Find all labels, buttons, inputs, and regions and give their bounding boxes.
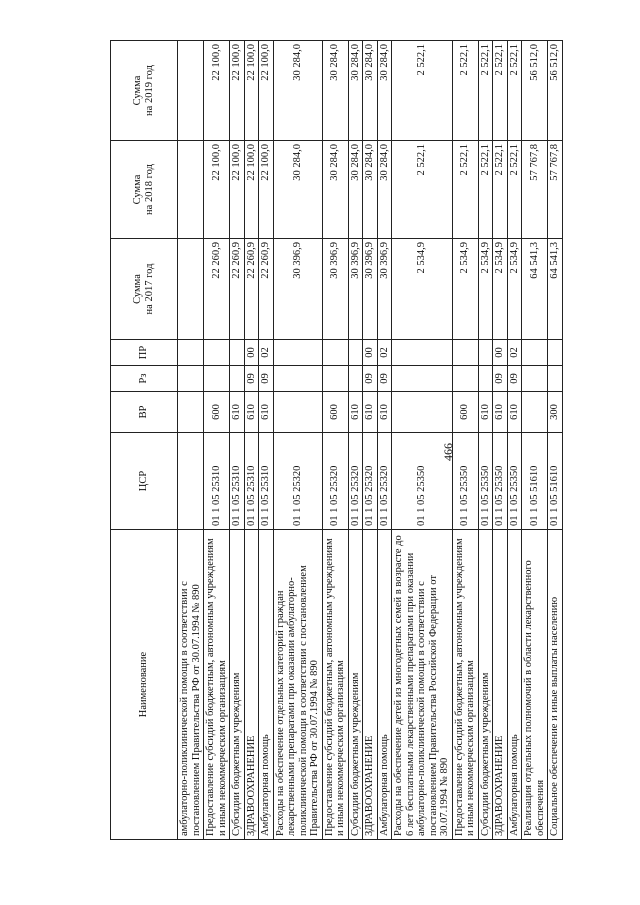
table-row	[322, 41, 348, 840]
cell-2018: 2 522,1	[392, 141, 453, 239]
cell-vr: 300	[548, 392, 563, 433]
cell-pr	[204, 340, 230, 366]
cell-2018: 30 284,0	[363, 141, 378, 239]
header-2019: Сумма на 2019 год	[111, 41, 178, 141]
cell-pr	[478, 340, 493, 366]
cell-csr: 01 1 05 51610	[522, 433, 548, 530]
cell-name: ЗДРАВООХРАНЕНИЕ	[244, 530, 259, 840]
cell-vr: 600	[204, 392, 230, 433]
cell-vr: 610	[478, 392, 493, 433]
cell-2019: 22 100,0	[204, 41, 230, 141]
cell-2018: 30 284,0	[377, 141, 392, 239]
cell-2018: 30 284,0	[322, 141, 348, 239]
cell-2017: 2 534,9	[507, 239, 522, 340]
cell-2019: 30 284,0	[348, 41, 363, 141]
cell-pr: 00	[493, 340, 508, 366]
cell-rz: 09	[259, 366, 274, 392]
cell-2019: 2 522,1	[452, 41, 478, 141]
cell-csr: 01 1 05 25320	[348, 433, 363, 530]
cell-csr: 01 1 05 25310	[259, 433, 274, 530]
cell-rz	[392, 366, 453, 392]
header-2017: Сумма на 2017 год	[111, 239, 178, 340]
cell-name: Амбулаторная помощь	[377, 530, 392, 840]
cell-2018: 22 100,0	[230, 141, 245, 239]
cell-pr	[178, 340, 204, 366]
cell-vr	[392, 392, 453, 433]
cell-pr	[452, 340, 478, 366]
cell-rz	[348, 366, 363, 392]
cell-2018: 57 767,8	[522, 141, 548, 239]
table-row	[363, 41, 378, 840]
cell-rz	[452, 366, 478, 392]
cell-rz: 09	[493, 366, 508, 392]
cell-2017: 22 260,9	[259, 239, 274, 340]
cell-2017: 64 541,3	[522, 239, 548, 340]
cell-2018: 22 100,0	[204, 141, 230, 239]
cell-2019: 30 284,0	[363, 41, 378, 141]
cell-rz	[273, 366, 322, 392]
cell-2018: 22 100,0	[244, 141, 259, 239]
cell-2017: 2 534,9	[478, 239, 493, 340]
cell-name: ЗДРАВООХРАНЕНИЕ	[363, 530, 378, 840]
cell-name: Расходы на обеспечение отдельных категорий граждан лекарственными препаратами при оказании амбулаторно-поликлинической помощи в соответствии с постановлением Правительства РФ от 30.07.1994 № 890	[273, 530, 322, 840]
cell-pr: 00	[363, 340, 378, 366]
cell-rz	[178, 366, 204, 392]
budget-table	[110, 40, 563, 840]
cell-vr	[273, 392, 322, 433]
cell-vr	[522, 392, 548, 433]
cell-2019: 56 512,0	[548, 41, 563, 141]
cell-vr	[178, 392, 204, 433]
cell-rz	[204, 366, 230, 392]
cell-pr	[273, 340, 322, 366]
cell-pr: 02	[507, 340, 522, 366]
cell-csr: 01 1 05 25350	[493, 433, 508, 530]
table-row	[452, 41, 478, 840]
cell-2017: 22 260,9	[244, 239, 259, 340]
table-row	[178, 41, 204, 840]
page-number: 466	[441, 443, 455, 461]
cell-2017	[178, 239, 204, 340]
cell-name: Субсидии бюджетным учреждениям	[478, 530, 493, 840]
cell-2019: 22 100,0	[244, 41, 259, 141]
cell-2018: 22 100,0	[259, 141, 274, 239]
cell-vr: 610	[507, 392, 522, 433]
table-row	[522, 41, 548, 840]
table-row	[507, 41, 522, 840]
cell-2019: 2 522,1	[478, 41, 493, 141]
cell-vr: 600	[452, 392, 478, 433]
cell-csr: 01 1 05 25320	[273, 433, 322, 530]
header-name: Наименование	[111, 530, 178, 840]
cell-rz: 09	[244, 366, 259, 392]
cell-rz: 09	[507, 366, 522, 392]
cell-vr: 610	[230, 392, 245, 433]
cell-csr: 01 1 05 51610	[548, 433, 563, 530]
cell-vr: 610	[377, 392, 392, 433]
cell-csr: 01 1 05 25350	[392, 433, 453, 530]
cell-2017: 22 260,9	[230, 239, 245, 340]
cell-csr: 01 1 05 25320	[322, 433, 348, 530]
cell-name: Предоставление субсидий бюджетным, автономным учреждениям и иным некоммерческим организациям	[452, 530, 478, 840]
rotated-page-content	[110, 41, 560, 840]
cell-2019: 30 284,0	[273, 41, 322, 141]
cell-pr	[392, 340, 453, 366]
cell-name: Предоставление субсидий бюджетным, автономным учреждениям и иным некоммерческим организациям	[204, 530, 230, 840]
header-csr: ЦСР	[111, 433, 178, 530]
cell-2017: 64 541,3	[548, 239, 563, 340]
table-header-row	[111, 41, 178, 840]
table-row	[230, 41, 245, 840]
cell-2019: 2 522,1	[392, 41, 453, 141]
cell-2017: 2 534,9	[493, 239, 508, 340]
table-row	[493, 41, 508, 840]
table-body	[178, 41, 563, 840]
table-row	[204, 41, 230, 840]
cell-vr: 610	[363, 392, 378, 433]
cell-name: Социальное обеспечение и иные выплаты населению	[548, 530, 563, 840]
table-row	[273, 41, 322, 840]
table-row	[392, 41, 453, 840]
cell-pr: 00	[244, 340, 259, 366]
cell-vr: 610	[348, 392, 363, 433]
cell-2017: 30 396,9	[322, 239, 348, 340]
cell-2017: 30 396,9	[363, 239, 378, 340]
header-rz: Рз	[111, 366, 178, 392]
cell-2019: 2 522,1	[507, 41, 522, 141]
cell-csr: 01 1 05 25310	[204, 433, 230, 530]
cell-name: Амбулаторная помощь	[507, 530, 522, 840]
table-row	[478, 41, 493, 840]
header-pr: ПР	[111, 340, 178, 366]
cell-2017: 30 396,9	[273, 239, 322, 340]
cell-2019: 22 100,0	[230, 41, 245, 141]
cell-2018: 30 284,0	[273, 141, 322, 239]
cell-csr	[178, 433, 204, 530]
table-row	[259, 41, 274, 840]
cell-rz	[522, 366, 548, 392]
cell-csr: 01 1 05 25310	[230, 433, 245, 530]
cell-name: Расходы на обеспечение детей из многодетных семей в возрасте до 6 лет бесплатными лекарственными препаратами при оказании амбулаторно-поликлинической помощи в соответствии с постановлением Правительства Российской Федерации от 30.07.1994 № 890	[392, 530, 453, 840]
table-row	[244, 41, 259, 840]
cell-vr: 610	[493, 392, 508, 433]
cell-2019	[178, 41, 204, 141]
cell-name: Предоставление субсидий бюджетным, автономным учреждениям и иным некоммерческим организациям	[322, 530, 348, 840]
cell-rz	[478, 366, 493, 392]
cell-2018: 30 284,0	[348, 141, 363, 239]
cell-2018: 2 522,1	[507, 141, 522, 239]
cell-pr	[230, 340, 245, 366]
cell-name: Субсидии бюджетным учреждениям	[230, 530, 245, 840]
cell-2017: 30 396,9	[377, 239, 392, 340]
table-row	[377, 41, 392, 840]
cell-pr	[322, 340, 348, 366]
cell-2019: 22 100,0	[259, 41, 274, 141]
cell-name: ЗДРАВООХРАНЕНИЕ	[493, 530, 508, 840]
cell-vr: 610	[259, 392, 274, 433]
cell-rz	[548, 366, 563, 392]
cell-name: Амбулаторная помощь	[259, 530, 274, 840]
cell-2017: 2 534,9	[452, 239, 478, 340]
cell-csr: 01 1 05 25350	[452, 433, 478, 530]
cell-csr: 01 1 05 25350	[478, 433, 493, 530]
cell-pr	[522, 340, 548, 366]
cell-vr: 610	[244, 392, 259, 433]
table-row	[548, 41, 563, 840]
cell-pr	[348, 340, 363, 366]
header-vr: ВР	[111, 392, 178, 433]
cell-2018: 2 522,1	[452, 141, 478, 239]
cell-name: Субсидии бюджетным учреждениям	[348, 530, 363, 840]
cell-2018: 2 522,1	[493, 141, 508, 239]
cell-csr: 01 1 05 25350	[507, 433, 522, 530]
header-2018: Сумма на 2018 год	[111, 141, 178, 239]
cell-rz	[230, 366, 245, 392]
cell-name: амбулаторно-поликлинической помощи в соответствии с постановлением Правительства РФ от 30.07.1994 № 890	[178, 530, 204, 840]
cell-pr: 02	[259, 340, 274, 366]
cell-csr: 01 1 05 25320	[363, 433, 378, 530]
cell-csr: 01 1 05 25310	[244, 433, 259, 530]
cell-rz: 09	[363, 366, 378, 392]
cell-name: Реализация отдельных полномочий в области лекарственного обеспечения	[522, 530, 548, 840]
cell-2019: 30 284,0	[377, 41, 392, 141]
cell-vr: 600	[322, 392, 348, 433]
cell-pr	[548, 340, 563, 366]
cell-2017: 22 260,9	[204, 239, 230, 340]
cell-2018: 57 767,8	[548, 141, 563, 239]
cell-2019: 30 284,0	[322, 41, 348, 141]
cell-pr: 02	[377, 340, 392, 366]
cell-2019: 56 512,0	[522, 41, 548, 141]
cell-2017: 30 396,9	[348, 239, 363, 340]
cell-csr: 01 1 05 25320	[377, 433, 392, 530]
cell-rz	[322, 366, 348, 392]
cell-2019: 2 522,1	[493, 41, 508, 141]
cell-rz: 09	[377, 366, 392, 392]
table-row	[348, 41, 363, 840]
cell-2018: 2 522,1	[478, 141, 493, 239]
cell-2017: 2 534,9	[392, 239, 453, 340]
cell-2018	[178, 141, 204, 239]
